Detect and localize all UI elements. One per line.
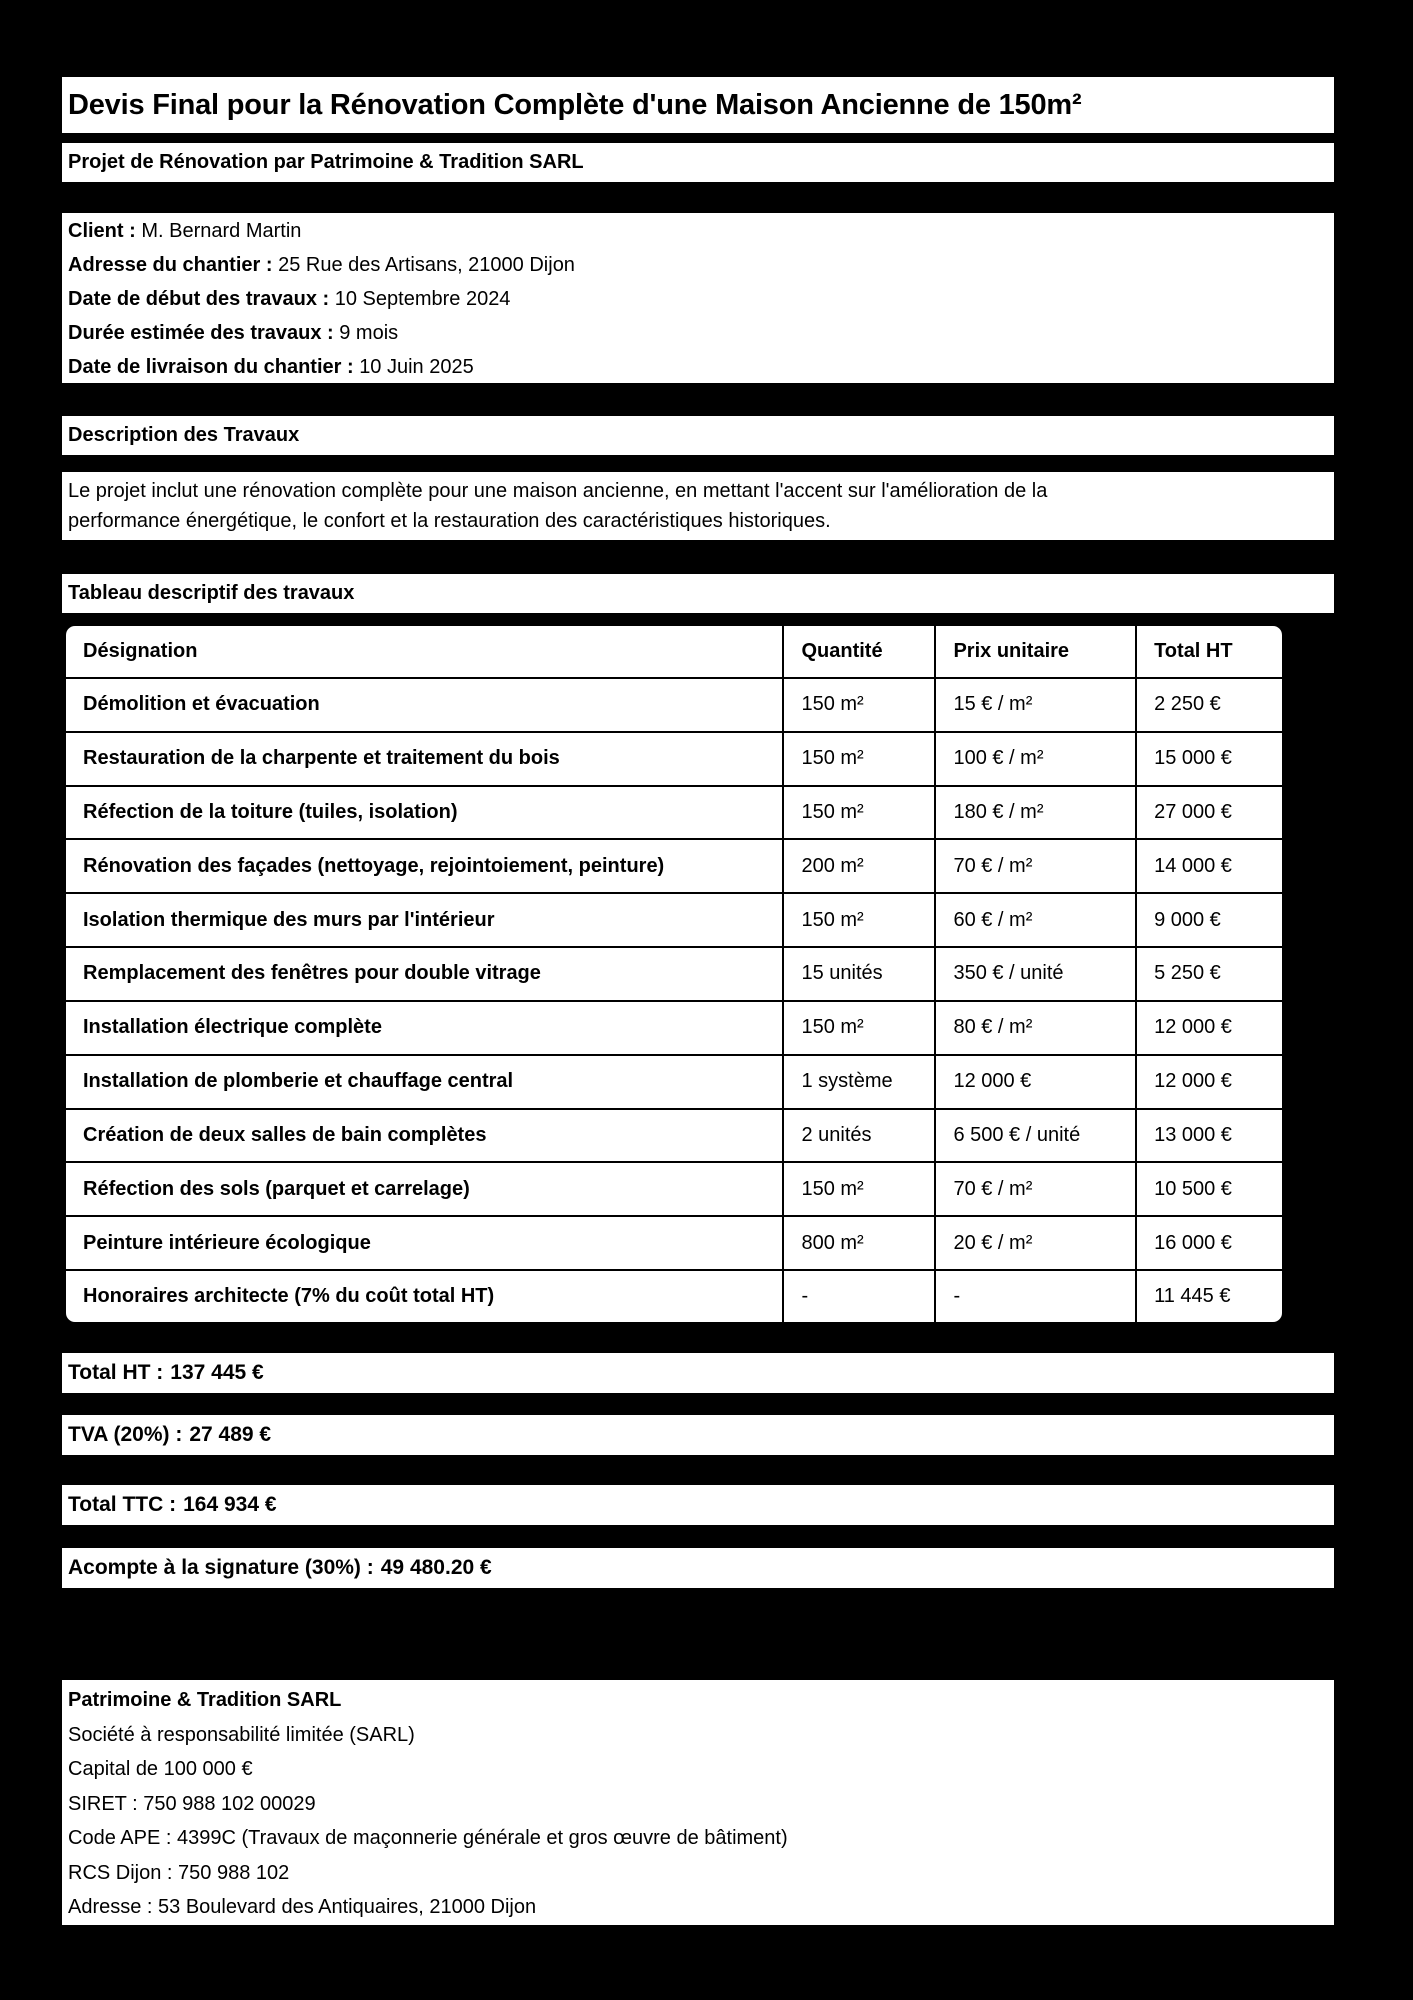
total-ht-cell: 11 445 € xyxy=(1136,1270,1282,1322)
client-label: Client : xyxy=(68,220,136,242)
delivery-date-value: 10 Juin 2025 xyxy=(359,356,474,378)
description-paragraph xyxy=(62,472,1334,540)
total-ht-cell: 16 000 € xyxy=(1136,1216,1282,1270)
total-ttc-label: Total TTC : xyxy=(68,1493,177,1516)
designation-cell: Isolation thermique des murs par l'intérieur xyxy=(66,893,783,947)
client-info-block xyxy=(62,213,1334,383)
unit-price-cell: - xyxy=(935,1270,1136,1322)
quantity-cell: 200 m² xyxy=(783,839,935,893)
company-address: Adresse : 53 Boulevard des Antiquaires, 21000 Dijon xyxy=(68,1896,537,1918)
client-line xyxy=(68,282,1328,316)
site-address-label: Adresse du chantier : xyxy=(68,254,273,276)
table-header-row xyxy=(66,626,1282,678)
duration-label: Durée estimée des travaux : xyxy=(68,322,334,344)
designation-cell: Installation de plomberie et chauffage central xyxy=(66,1055,783,1109)
quantity-cell: 150 m² xyxy=(783,732,935,786)
company-info-block xyxy=(62,1680,1334,1925)
total-ht-cell: 9 000 € xyxy=(1136,893,1282,947)
designation-cell: Réfection de la toiture (tuiles, isolation) xyxy=(66,786,783,840)
unit-price-cell: 180 € / m² xyxy=(935,786,1136,840)
table-row xyxy=(66,1055,1282,1109)
unit-price-cell: 350 € / unité xyxy=(935,947,1136,1001)
table-row xyxy=(66,1216,1282,1270)
total-ht-cell: 15 000 € xyxy=(1136,732,1282,786)
quantity-cell: 150 m² xyxy=(783,786,935,840)
acompte-label: Acompte à la signature (30%) : xyxy=(68,1556,374,1579)
table-row xyxy=(66,678,1282,732)
designation-cell: Rénovation des façades (nettoyage, rejointoiement, peinture) xyxy=(66,839,783,893)
total-ht-label: Total HT : xyxy=(68,1361,164,1384)
table-row xyxy=(66,1270,1282,1322)
unit-price-cell: 70 € / m² xyxy=(935,1162,1136,1216)
column-header-unit-price: Prix unitaire xyxy=(935,626,1136,678)
designation-cell: Restauration de la charpente et traitement du bois xyxy=(66,732,783,786)
total-ht-bar xyxy=(62,1353,1334,1393)
start-date-value: 10 Septembre 2024 xyxy=(334,288,511,310)
designation-cell: Remplacement des fenêtres pour double vitrage xyxy=(66,947,783,1001)
table-row xyxy=(66,1109,1282,1163)
document-subtitle: Projet de Rénovation par Patrimoine & Tradition SARL xyxy=(62,143,1334,182)
designation-cell: Réfection des sols (parquet et carrelage) xyxy=(66,1162,783,1216)
total-ttc-value: 164 934 € xyxy=(183,1493,277,1516)
quantity-cell: 150 m² xyxy=(783,1162,935,1216)
quantity-cell: 150 m² xyxy=(783,678,935,732)
unit-price-cell: 100 € / m² xyxy=(935,732,1136,786)
start-date-label: Date de début des travaux : xyxy=(68,288,330,310)
client-line xyxy=(68,316,1328,350)
total-ht-cell: 2 250 € xyxy=(1136,678,1282,732)
quantity-cell: 15 unités xyxy=(783,947,935,1001)
tva-value: 27 489 € xyxy=(189,1423,272,1446)
total-ht-cell: 12 000 € xyxy=(1136,1055,1282,1109)
designation-cell: Démolition et évacuation xyxy=(66,678,783,732)
quantity-cell: - xyxy=(783,1270,935,1322)
acompte-bar xyxy=(62,1548,1334,1588)
company-rcs: RCS Dijon : 750 988 102 xyxy=(68,1861,290,1884)
unit-price-cell: 80 € / m² xyxy=(935,1001,1136,1055)
tva-label: TVA (20%) : xyxy=(68,1423,183,1446)
column-header-quantity: Quantité xyxy=(783,626,935,678)
site-address-value: 25 Rue des Artisans, 21000 Dijon xyxy=(278,254,575,276)
total-ht-cell: 10 500 € xyxy=(1136,1162,1282,1216)
quantity-cell: 1 système xyxy=(783,1055,935,1109)
total-ht-cell: 13 000 € xyxy=(1136,1109,1282,1163)
table-row xyxy=(66,1001,1282,1055)
acompte-value: 49 480.20 € xyxy=(380,1556,492,1579)
client-value: M. Bernard Martin xyxy=(141,220,302,242)
table-row xyxy=(66,732,1282,786)
total-ht-cell: 27 000 € xyxy=(1136,786,1282,840)
unit-price-cell: 70 € / m² xyxy=(935,839,1136,893)
company-legal-form: Société à responsabilité limitée (SARL) xyxy=(68,1723,415,1746)
unit-price-cell: 20 € / m² xyxy=(935,1216,1136,1270)
tva-bar xyxy=(62,1415,1334,1455)
quantity-cell: 150 m² xyxy=(783,893,935,947)
table-row xyxy=(66,839,1282,893)
table-row xyxy=(66,786,1282,840)
total-ht-cell: 14 000 € xyxy=(1136,839,1282,893)
total-ht-cell: 5 250 € xyxy=(1136,947,1282,1001)
total-ttc-bar xyxy=(62,1485,1334,1525)
designation-cell: Peinture intérieure écologique xyxy=(66,1216,783,1270)
total-ht-cell: 12 000 € xyxy=(1136,1001,1282,1055)
company-code-ape: Code APE : 4399C (Travaux de maçonnerie générale et gros œuvre de bâtiment) xyxy=(68,1827,788,1849)
document-title: Devis Final pour la Rénovation Complète d'une Maison Ancienne de 150m² xyxy=(62,77,1334,133)
client-line xyxy=(68,350,1328,384)
works-table-heading: Tableau descriptif des travaux xyxy=(62,574,1334,613)
unit-price-cell: 12 000 € xyxy=(935,1055,1136,1109)
column-header-designation: Désignation xyxy=(66,626,783,678)
description-heading: Description des Travaux xyxy=(62,416,1334,455)
duration-value: 9 mois xyxy=(339,322,399,344)
company-capital: Capital de 100 000 € xyxy=(68,1758,253,1780)
table-row xyxy=(66,1162,1282,1216)
works-table-container xyxy=(63,623,1285,1325)
quantity-cell: 2 unités xyxy=(783,1109,935,1163)
table-row xyxy=(66,893,1282,947)
company-name: Patrimoine & Tradition SARL xyxy=(68,1689,342,1711)
quantity-cell: 150 m² xyxy=(783,1001,935,1055)
description-text: Le projet inclut une rénovation complète pour une maison ancienne, en mettant l'accent sur l'amélioration de la performance énergétique, le confort et la restauration des caractéristiques historiques. xyxy=(68,480,1048,532)
unit-price-cell: 6 500 € / unité xyxy=(935,1109,1136,1163)
works-table xyxy=(66,626,1282,1322)
designation-cell: Création de deux salles de bain complètes xyxy=(66,1109,783,1163)
delivery-date-label: Date de livraison du chantier : xyxy=(68,356,354,378)
client-line xyxy=(68,214,1328,248)
company-siret: SIRET : 750 988 102 00029 xyxy=(68,1792,316,1815)
quantity-cell: 800 m² xyxy=(783,1216,935,1270)
unit-price-cell: 60 € / m² xyxy=(935,893,1136,947)
designation-cell: Installation électrique complète xyxy=(66,1001,783,1055)
designation-cell: Honoraires architecte (7% du coût total HT) xyxy=(66,1270,783,1322)
total-ht-value: 137 445 € xyxy=(170,1361,264,1384)
column-header-total-ht: Total HT xyxy=(1136,626,1282,678)
unit-price-cell: 15 € / m² xyxy=(935,678,1136,732)
table-row xyxy=(66,947,1282,1001)
client-line xyxy=(68,248,1328,282)
